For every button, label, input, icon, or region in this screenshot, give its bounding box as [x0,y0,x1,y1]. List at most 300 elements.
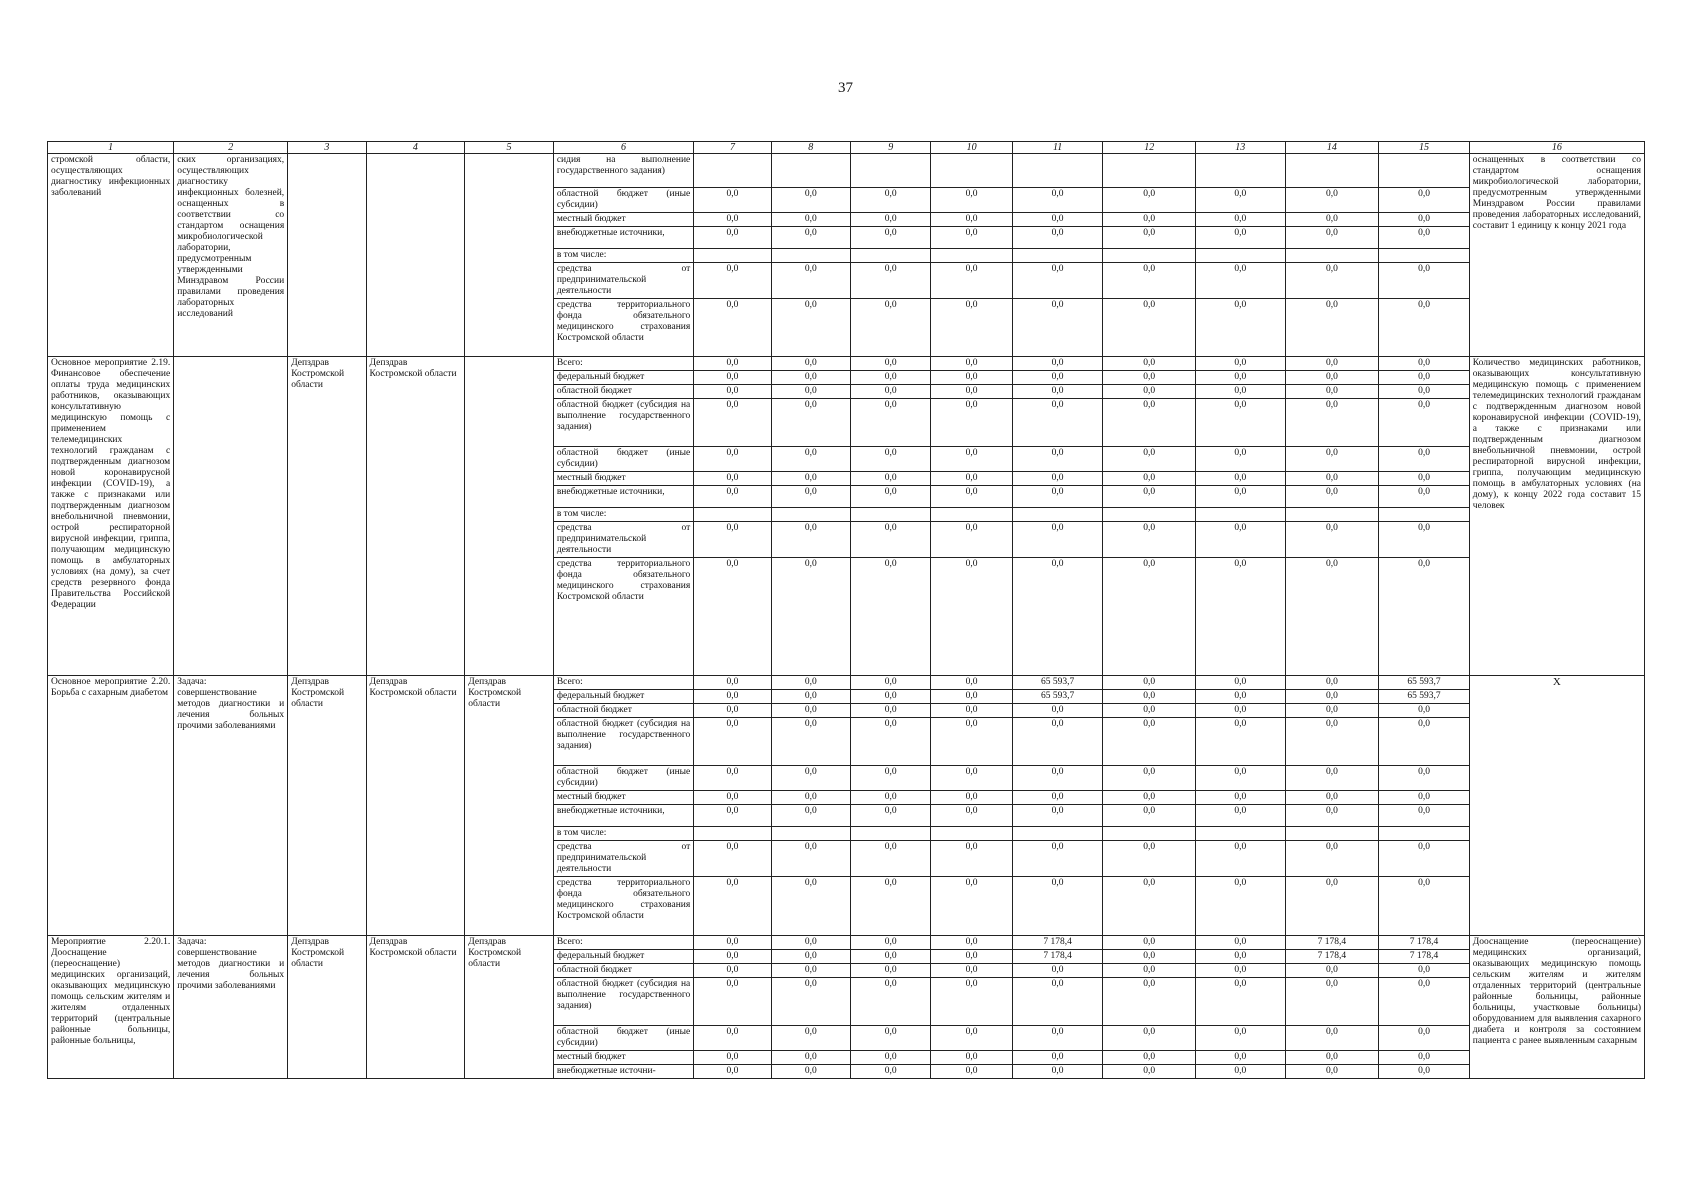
amount-cell-col14: 0,0 [1285,1065,1379,1079]
amount-cell-col15: 0,0 [1379,805,1470,827]
amount-cell-col10: 0,0 [931,522,1012,558]
header-col-10: 10 [931,142,1012,154]
amount-cell-col8: 0,0 [771,299,850,357]
funding-source-label: областной бюджет [553,964,693,978]
amount-cell-col13: 0,0 [1196,676,1286,690]
header-col-1: 1 [48,142,174,154]
amount-cell-col7: 0,0 [694,385,771,399]
amount-cell-col13 [1196,249,1286,263]
amount-cell-col8: 0,0 [771,522,850,558]
amount-cell-col14: 7 178,4 [1285,936,1379,950]
amount-cell-col15: 0,0 [1379,263,1470,299]
amount-cell-col11: 0,0 [1012,472,1103,486]
amount-cell-col11: 0,0 [1012,766,1103,791]
amount-cell-col7: 0,0 [694,1051,771,1065]
table-row [48,357,1645,371]
amount-cell-col14: 0,0 [1285,704,1379,718]
amount-cell-col10: 0,0 [931,718,1012,766]
amount-cell-col9 [851,154,931,188]
amount-cell-col9: 0,0 [851,1026,931,1051]
amount-cell-col14: 0,0 [1285,978,1379,1026]
amount-cell-col11: 0,0 [1012,704,1103,718]
amount-cell-col10: 0,0 [931,399,1012,447]
amount-cell-col11: 0,0 [1012,188,1103,213]
amount-cell-col7: 0,0 [694,704,771,718]
amount-cell-col7: 0,0 [694,371,771,385]
amount-cell-col11: 0,0 [1012,447,1103,472]
amount-cell-col11: 0,0 [1012,805,1103,827]
amount-cell-col9: 0,0 [851,558,931,676]
funding-source-label: средства от предпринимательской деятельности [553,841,693,877]
amount-cell-col9: 0,0 [851,936,931,950]
amount-cell-col7: 0,0 [694,877,771,936]
amount-cell-col12: 0,0 [1103,676,1196,690]
amount-cell-col8: 0,0 [771,690,850,704]
amount-cell-col7: 0,0 [694,357,771,371]
amount-cell-col8: 0,0 [771,1026,850,1051]
amount-cell-col9: 0,0 [851,718,931,766]
col2-task [174,357,288,676]
amount-cell-col13: 0,0 [1196,357,1286,371]
amount-cell-col9: 0,0 [851,877,931,936]
amount-cell-col11: 0,0 [1012,558,1103,676]
amount-cell-col8: 0,0 [771,472,850,486]
amount-cell-col12: 0,0 [1103,841,1196,877]
amount-cell-col13: 0,0 [1196,805,1286,827]
amount-cell-col7 [694,508,771,522]
col4-coexecutor: Депздрав Костромской области [366,357,465,676]
amount-cell-col15: 0,0 [1379,385,1470,399]
col1-description: Основное мероприятие 2.20. Борьба с сахарным диабетом [48,676,174,936]
amount-cell-col10: 0,0 [931,472,1012,486]
amount-cell-col14: 0,0 [1285,447,1379,472]
col16-expected-result: Дооснащение (переоснащение) медицинских организаций, оказывающих медицинскую помощь сельским жителям и жителям отдаленных территорий (центральные районные больницы, районные больницы, участковые больницы) оборудованием для выявления сахарного диабета и контроля за состоянием пациента с ранее выявленным сахарным [1469,936,1644,1079]
amount-cell-col7: 0,0 [694,188,771,213]
amount-cell-col8: 0,0 [771,978,850,1026]
funding-source-label: местный бюджет [553,472,693,486]
amount-cell-col13: 0,0 [1196,1065,1286,1079]
amount-cell-col7: 0,0 [694,676,771,690]
amount-cell-col14: 0,0 [1285,357,1379,371]
amount-cell-col8: 0,0 [771,676,850,690]
header-col-16: 16 [1469,142,1644,154]
amount-cell-col12: 0,0 [1103,357,1196,371]
amount-cell-col7: 0,0 [694,766,771,791]
amount-cell-col15: 0,0 [1379,978,1470,1026]
amount-cell-col13: 0,0 [1196,704,1286,718]
funding-source-label: областной бюджет (субсидия на выполнение государственного задания) [553,718,693,766]
amount-cell-col13: 0,0 [1196,188,1286,213]
amount-cell-col10: 0,0 [931,1026,1012,1051]
amount-cell-col11: 0,0 [1012,371,1103,385]
amount-cell-col14: 0,0 [1285,486,1379,508]
amount-cell-col10: 0,0 [931,978,1012,1026]
amount-cell-col10 [931,154,1012,188]
amount-cell-col12: 0,0 [1103,766,1196,791]
amount-cell-col7: 0,0 [694,718,771,766]
col5-participant [465,154,554,357]
amount-cell-col9: 0,0 [851,964,931,978]
amount-cell-col15 [1379,827,1470,841]
col3-executor: Депздрав Костромской области [288,357,366,676]
funding-source-label: в том числе: [553,827,693,841]
funding-source-label: областной бюджет [553,704,693,718]
amount-cell-col12: 0,0 [1103,263,1196,299]
amount-cell-col12: 0,0 [1103,978,1196,1026]
header-col-11: 11 [1012,142,1103,154]
amount-cell-col10: 0,0 [931,188,1012,213]
amount-cell-col7: 0,0 [694,299,771,357]
amount-cell-col9: 0,0 [851,371,931,385]
amount-cell-col9: 0,0 [851,791,931,805]
amount-cell-col13: 0,0 [1196,385,1286,399]
amount-cell-col10: 0,0 [931,841,1012,877]
amount-cell-col9: 0,0 [851,188,931,213]
header-col-14: 14 [1285,142,1379,154]
amount-cell-col14 [1285,827,1379,841]
amount-cell-col7: 0,0 [694,690,771,704]
funding-source-label: областной бюджет (иные субсидии) [553,1026,693,1051]
amount-cell-col12 [1103,154,1196,188]
amount-cell-col11: 7 178,4 [1012,950,1103,964]
amount-cell-col10: 0,0 [931,213,1012,227]
amount-cell-col13: 0,0 [1196,486,1286,508]
amount-cell-col15: 0,0 [1379,964,1470,978]
amount-cell-col15: 0,0 [1379,472,1470,486]
funding-source-label: местный бюджет [553,1051,693,1065]
amount-cell-col14: 0,0 [1285,1051,1379,1065]
amount-cell-col15 [1379,508,1470,522]
amount-cell-col13 [1196,827,1286,841]
col2-task: Задача: совершенствование методов диагностики и лечения больных прочими заболеваниями [174,936,288,1079]
amount-cell-col12: 0,0 [1103,936,1196,950]
amount-cell-col13: 0,0 [1196,263,1286,299]
funding-source-label: местный бюджет [553,213,693,227]
amount-cell-col9: 0,0 [851,522,931,558]
amount-cell-col14: 7 178,4 [1285,950,1379,964]
amount-cell-col11: 0,0 [1012,357,1103,371]
amount-cell-col13: 0,0 [1196,1051,1286,1065]
amount-cell-col15: 0,0 [1379,791,1470,805]
amount-cell-col14: 0,0 [1285,472,1379,486]
amount-cell-col9 [851,249,931,263]
amount-cell-col11: 0,0 [1012,964,1103,978]
amount-cell-col13: 0,0 [1196,841,1286,877]
amount-cell-col12: 0,0 [1103,1026,1196,1051]
amount-cell-col9: 0,0 [851,950,931,964]
table-row [48,676,1645,690]
funding-source-label: средства от предпринимательской деятельности [553,522,693,558]
funding-source-label: внебюджетные источники, [553,805,693,827]
amount-cell-col10: 0,0 [931,676,1012,690]
amount-cell-col10: 0,0 [931,877,1012,936]
amount-cell-col15 [1379,249,1470,263]
amount-cell-col15: 0,0 [1379,766,1470,791]
amount-cell-col11: 0,0 [1012,718,1103,766]
funding-source-label: федеральный бюджет [553,690,693,704]
amount-cell-col9: 0,0 [851,766,931,791]
amount-cell-col12: 0,0 [1103,805,1196,827]
amount-cell-col12 [1103,508,1196,522]
amount-cell-col7: 0,0 [694,978,771,1026]
amount-cell-col13: 0,0 [1196,227,1286,249]
page-number: 37 [838,80,853,96]
amount-cell-col11: 0,0 [1012,841,1103,877]
amount-cell-col10: 0,0 [931,227,1012,249]
amount-cell-col14: 0,0 [1285,1026,1379,1051]
header-col-5: 5 [465,142,554,154]
amount-cell-col11: 0,0 [1012,486,1103,508]
amount-cell-col9: 0,0 [851,472,931,486]
amount-cell-col12: 0,0 [1103,558,1196,676]
amount-cell-col10: 0,0 [931,704,1012,718]
amount-cell-col15: 0,0 [1379,704,1470,718]
amount-cell-col13: 0,0 [1196,558,1286,676]
amount-cell-col7: 0,0 [694,227,771,249]
amount-cell-col8: 0,0 [771,385,850,399]
amount-cell-col7: 0,0 [694,472,771,486]
amount-cell-col10: 0,0 [931,299,1012,357]
amount-cell-col8: 0,0 [771,1051,850,1065]
funding-source-label: в том числе: [553,249,693,263]
amount-cell-col14: 0,0 [1285,964,1379,978]
amount-cell-col13: 0,0 [1196,791,1286,805]
amount-cell-col8: 0,0 [771,841,850,877]
amount-cell-col14: 0,0 [1285,399,1379,447]
amount-cell-col14: 0,0 [1285,676,1379,690]
amount-cell-col11: 0,0 [1012,299,1103,357]
funding-source-label: местный бюджет [553,791,693,805]
amount-cell-col14: 0,0 [1285,558,1379,676]
amount-cell-col13: 0,0 [1196,447,1286,472]
amount-cell-col10: 0,0 [931,385,1012,399]
col4-coexecutor: Депздрав Костромской области [366,936,465,1079]
amount-cell-col10 [931,508,1012,522]
amount-cell-col10: 0,0 [931,791,1012,805]
amount-cell-col15: 7 178,4 [1379,950,1470,964]
amount-cell-col11 [1012,508,1103,522]
amount-cell-col8: 0,0 [771,447,850,472]
amount-cell-col9: 0,0 [851,385,931,399]
funding-source-label: средства от предпринимательской деятельности [553,263,693,299]
amount-cell-col12: 0,0 [1103,486,1196,508]
amount-cell-col7: 0,0 [694,486,771,508]
amount-cell-col9: 0,0 [851,263,931,299]
amount-cell-col12: 0,0 [1103,472,1196,486]
header-col-12: 12 [1103,142,1196,154]
amount-cell-col8: 0,0 [771,371,850,385]
amount-cell-col13: 0,0 [1196,399,1286,447]
funding-source-label: Всего: [553,357,693,371]
amount-cell-col14: 0,0 [1285,766,1379,791]
funding-source-label: федеральный бюджет [553,371,693,385]
col4-coexecutor: Депздрав Костромской области [366,676,465,936]
amount-cell-col13: 0,0 [1196,690,1286,704]
amount-cell-col13 [1196,154,1286,188]
amount-cell-col12: 0,0 [1103,704,1196,718]
amount-cell-col15: 0,0 [1379,371,1470,385]
col5-participant [465,357,554,676]
amount-cell-col15: 0,0 [1379,399,1470,447]
amount-cell-col13: 0,0 [1196,472,1286,486]
col5-participant: Депздрав Костромской области [465,936,554,1079]
col1-description: Мероприятие 2.20.1. Дооснащение (переоснащение) медицинских организаций, оказывающих медицинскую помощь сельским жителям и жителям отдаленных территорий (центральные районные больницы, районные больницы, [48,936,174,1079]
amount-cell-col15: 0,0 [1379,718,1470,766]
funding-source-label: областной бюджет (иные субсидии) [553,447,693,472]
amount-cell-col10: 0,0 [931,950,1012,964]
amount-cell-col11: 0,0 [1012,399,1103,447]
funding-source-label: сидия на выполнение государственного задания) [553,154,693,188]
amount-cell-col11: 0,0 [1012,1026,1103,1051]
amount-cell-col11: 0,0 [1012,385,1103,399]
amount-cell-col9: 0,0 [851,227,931,249]
amount-cell-col12: 0,0 [1103,522,1196,558]
amount-cell-col15: 0,0 [1379,877,1470,936]
amount-cell-col15: 0,0 [1379,841,1470,877]
amount-cell-col10: 0,0 [931,558,1012,676]
amount-cell-col11: 7 178,4 [1012,936,1103,950]
amount-cell-col15: 0,0 [1379,213,1470,227]
amount-cell-col15: 0,0 [1379,227,1470,249]
amount-cell-col13: 0,0 [1196,371,1286,385]
amount-cell-col14: 0,0 [1285,690,1379,704]
amount-cell-col13: 0,0 [1196,978,1286,1026]
amount-cell-col13: 0,0 [1196,964,1286,978]
amount-cell-col8: 0,0 [771,399,850,447]
amount-cell-col7: 0,0 [694,213,771,227]
amount-cell-col11: 0,0 [1012,213,1103,227]
amount-cell-col8: 0,0 [771,964,850,978]
amount-cell-col14: 0,0 [1285,299,1379,357]
table-row [48,936,1645,950]
funding-source-label: областной бюджет (иные субсидии) [553,766,693,791]
col3-executor [288,154,366,357]
amount-cell-col8: 0,0 [771,1065,850,1079]
amount-cell-col9 [851,508,931,522]
amount-cell-col9: 0,0 [851,447,931,472]
amount-cell-col14: 0,0 [1285,841,1379,877]
amount-cell-col14 [1285,508,1379,522]
amount-cell-col11: 0,0 [1012,791,1103,805]
amount-cell-col8: 0,0 [771,805,850,827]
amount-cell-col8: 0,0 [771,227,850,249]
header-col-13: 13 [1196,142,1286,154]
col16-expected-result: X [1469,676,1644,936]
amount-cell-col8: 0,0 [771,486,850,508]
amount-cell-col14: 0,0 [1285,877,1379,936]
budget-table [47,141,1645,1079]
amount-cell-col9: 0,0 [851,213,931,227]
amount-cell-col10: 0,0 [931,964,1012,978]
header-col-7: 7 [694,142,771,154]
amount-cell-col15: 0,0 [1379,357,1470,371]
amount-cell-col12: 0,0 [1103,718,1196,766]
amount-cell-col12 [1103,249,1196,263]
amount-cell-col13: 0,0 [1196,213,1286,227]
amount-cell-col14: 0,0 [1285,522,1379,558]
amount-cell-col14 [1285,249,1379,263]
amount-cell-col15: 0,0 [1379,486,1470,508]
amount-cell-col13 [1196,508,1286,522]
amount-cell-col15: 0,0 [1379,522,1470,558]
col2-task: Задача: совершенствование методов диагностики и лечения больных прочими заболеваниями [174,676,288,936]
amount-cell-col12: 0,0 [1103,399,1196,447]
col5-participant: Депздрав Костромской области [465,676,554,936]
funding-source-label: в том числе: [553,508,693,522]
amount-cell-col13: 0,0 [1196,299,1286,357]
amount-cell-col15: 0,0 [1379,1065,1470,1079]
amount-cell-col9: 0,0 [851,357,931,371]
funding-source-label: Всего: [553,676,693,690]
amount-cell-col10: 0,0 [931,936,1012,950]
amount-cell-col7: 0,0 [694,936,771,950]
amount-cell-col14: 0,0 [1285,385,1379,399]
amount-cell-col12: 0,0 [1103,447,1196,472]
funding-source-label: средства территориального фонда обязательного медицинского страхования Костромской области [553,877,693,936]
amount-cell-col11 [1012,249,1103,263]
amount-cell-col7: 0,0 [694,399,771,447]
amount-cell-col8: 0,0 [771,213,850,227]
amount-cell-col15: 65 593,7 [1379,690,1470,704]
amount-cell-col14: 0,0 [1285,188,1379,213]
amount-cell-col8: 0,0 [771,558,850,676]
amount-cell-col11 [1012,154,1103,188]
amount-cell-col13: 0,0 [1196,718,1286,766]
amount-cell-col7: 0,0 [694,447,771,472]
amount-cell-col15: 0,0 [1379,558,1470,676]
funding-source-label: средства территориального фонда обязательного медицинского страхования Костромской области [553,558,693,676]
amount-cell-col15: 0,0 [1379,188,1470,213]
col1-description: стромской области, осуществляющих диагностику инфекционных заболеваний [48,154,174,357]
amount-cell-col9: 0,0 [851,841,931,877]
amount-cell-col7 [694,154,771,188]
amount-cell-col12: 0,0 [1103,690,1196,704]
amount-cell-col11: 65 593,7 [1012,676,1103,690]
amount-cell-col10: 0,0 [931,371,1012,385]
amount-cell-col10: 0,0 [931,486,1012,508]
amount-cell-col10: 0,0 [931,263,1012,299]
amount-cell-col10: 0,0 [931,357,1012,371]
amount-cell-col7: 0,0 [694,950,771,964]
amount-cell-col15: 0,0 [1379,299,1470,357]
amount-cell-col12: 0,0 [1103,371,1196,385]
amount-cell-col13: 0,0 [1196,766,1286,791]
amount-cell-col10: 0,0 [931,805,1012,827]
header-col-9: 9 [851,142,931,154]
header-col-15: 15 [1379,142,1470,154]
funding-source-label: областной бюджет (субсидия на выполнение государственного задания) [553,399,693,447]
funding-source-label: областной бюджет [553,385,693,399]
funding-source-label: федеральный бюджет [553,950,693,964]
amount-cell-col9 [851,827,931,841]
amount-cell-col10 [931,249,1012,263]
amount-cell-col12: 0,0 [1103,227,1196,249]
amount-cell-col11: 0,0 [1012,263,1103,299]
funding-source-label: областной бюджет (иные субсидии) [553,188,693,213]
amount-cell-col13: 0,0 [1196,936,1286,950]
amount-cell-col9: 0,0 [851,486,931,508]
funding-source-label: внебюджетные источни- [553,1065,693,1079]
amount-cell-col8: 0,0 [771,950,850,964]
amount-cell-col15: 0,0 [1379,1051,1470,1065]
amount-cell-col7: 0,0 [694,522,771,558]
amount-cell-col8: 0,0 [771,936,850,950]
amount-cell-col9: 0,0 [851,978,931,1026]
amount-cell-col9: 0,0 [851,704,931,718]
amount-cell-col12: 0,0 [1103,188,1196,213]
amount-cell-col8: 0,0 [771,188,850,213]
amount-cell-col12: 0,0 [1103,213,1196,227]
